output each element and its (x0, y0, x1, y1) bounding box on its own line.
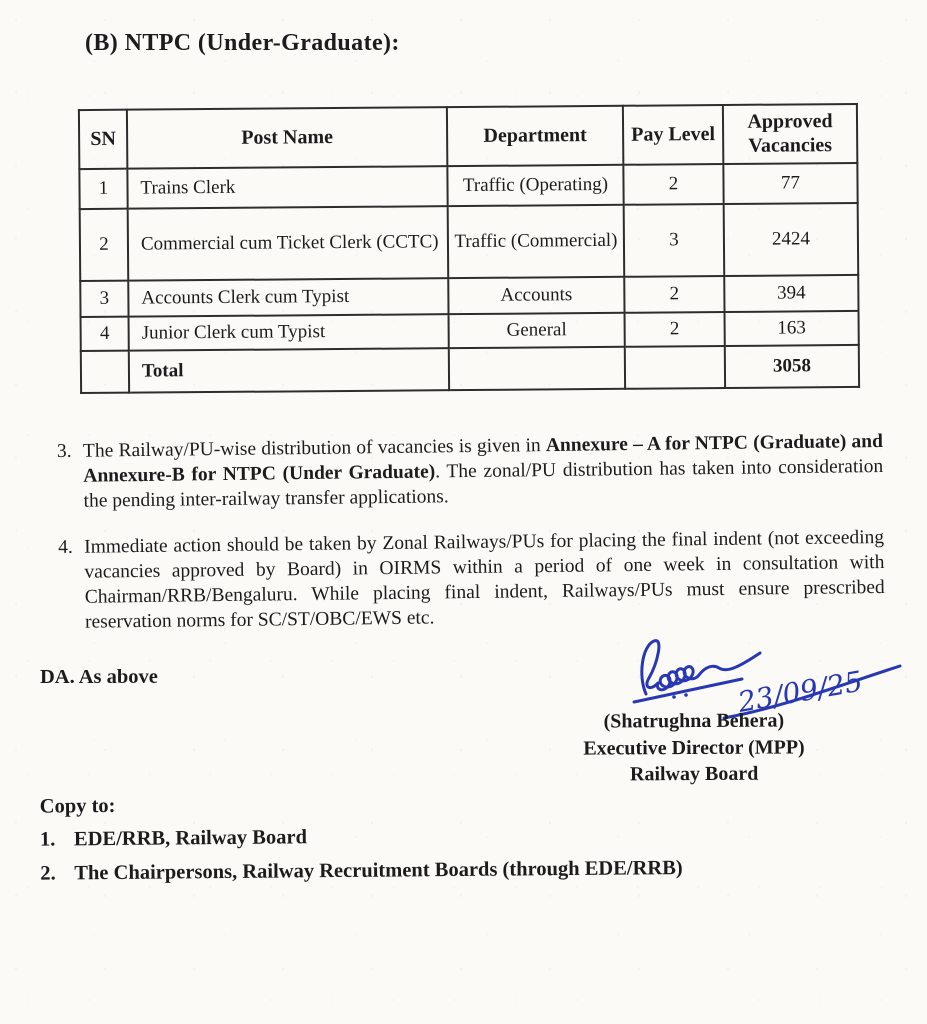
col-header-pay-level: Pay Level (623, 105, 723, 165)
col-header-department: Department (447, 106, 623, 166)
paragraph-3-bold-annexure: Annexure – A for NTPC (Graduate) and Annexure-B for NTPC (Under Graduate) (83, 430, 884, 487)
col-header-sn: SN (79, 110, 127, 169)
copy-to-item-text: The Chairpersons, Railway Recruitment Boards (through EDE/RRB) (74, 857, 683, 885)
copy-to-item (40, 854, 870, 886)
copy-to-label: Copy to: (39, 794, 116, 818)
vacancy-table-container (78, 103, 860, 394)
cell-dept: Accounts (448, 277, 624, 314)
table-row (80, 203, 859, 281)
copy-to-item-number: 1. (39, 828, 56, 851)
paragraph-number: 3. (56, 440, 72, 463)
paragraph-3 (57, 429, 884, 514)
paragraph-3-tail: . The zonal/PU distribution has taken into consideration the pending inter-railway transfer applications. (83, 455, 884, 512)
empty-cell (625, 346, 725, 389)
signatory-designation: Executive Director (MPP) (583, 735, 805, 760)
copy-to-section (40, 788, 871, 886)
cell-sn: 3 (80, 280, 128, 316)
cell-pay: 3 (624, 204, 725, 277)
copy-to-item (40, 820, 870, 852)
signature-date: 23/09/25 (735, 664, 866, 719)
paragraph-4 (58, 525, 885, 635)
paragraph-text (83, 429, 884, 514)
cell-dept: General (449, 313, 625, 348)
empty-cell (449, 347, 625, 390)
cell-post: Junior Clerk cum Typist (129, 314, 449, 351)
table-total-row (81, 345, 859, 393)
signatory-block (536, 707, 852, 788)
cell-vacancies: 2424 (724, 203, 859, 276)
cell-sn: 2 (80, 208, 129, 280)
cell-sn: 1 (79, 168, 127, 208)
vacancy-table (78, 103, 860, 394)
copy-to-item-text: EDE/RRB, Railway Board (73, 826, 308, 851)
signature-dot (672, 695, 676, 699)
table-row (80, 275, 858, 317)
total-label: Total (129, 348, 449, 393)
signature-dot (684, 693, 688, 697)
cell-post: Trains Clerk (127, 166, 447, 209)
signatory-name: (Shatrughna Behera) (603, 709, 785, 733)
cell-dept: Traffic (Operating) (447, 165, 623, 206)
total-value: 3058 (725, 345, 859, 388)
cell-pay: 2 (625, 312, 725, 347)
copy-to-item-number: 2. (40, 862, 56, 885)
cell-pay: 2 (623, 164, 723, 205)
empty-cell (81, 350, 129, 392)
paragraph-3-lead: The Railway/PU-wise distribution of vacancies is given in (82, 435, 546, 462)
section-heading: (B) NTPC (Under-Graduate): (85, 30, 400, 56)
cell-sn: 4 (81, 316, 129, 350)
cell-vacancies: 394 (724, 275, 858, 312)
cell-dept: Traffic (Commercial) (448, 205, 625, 278)
cell-post: Accounts Clerk cum Typist (128, 278, 448, 317)
signature-underline (634, 679, 742, 702)
body-paragraphs (57, 429, 885, 635)
table-header-row (79, 104, 857, 169)
col-header-post-name: Post Name (127, 107, 447, 168)
signatory-organization: Railway Board (629, 762, 759, 786)
table-row (79, 163, 857, 209)
col-header-approved-vacancies: Approved Vacancies (723, 104, 857, 164)
cell-vacancies: 163 (725, 311, 859, 346)
cell-pay: 2 (624, 276, 724, 313)
paragraph-text: Immediate action should be taken by Zonal Railways/PUs for placing the final indent (not exceeding vacancies approved by Board) in OIRMS within a period of one week in consultation with Chairman/RRB/Bengaluru. While placing final indent, Railways/PUs must ensure prescribed reservation norms for SC/ST/OBC/EWS etc. (84, 526, 885, 633)
enclosure-note: DA. As above (40, 666, 158, 688)
cell-post: Commercial cum Ticket Clerk (CCTC) (128, 206, 449, 281)
cell-vacancies: 77 (723, 163, 857, 204)
paragraph-number: 4. (58, 536, 73, 559)
